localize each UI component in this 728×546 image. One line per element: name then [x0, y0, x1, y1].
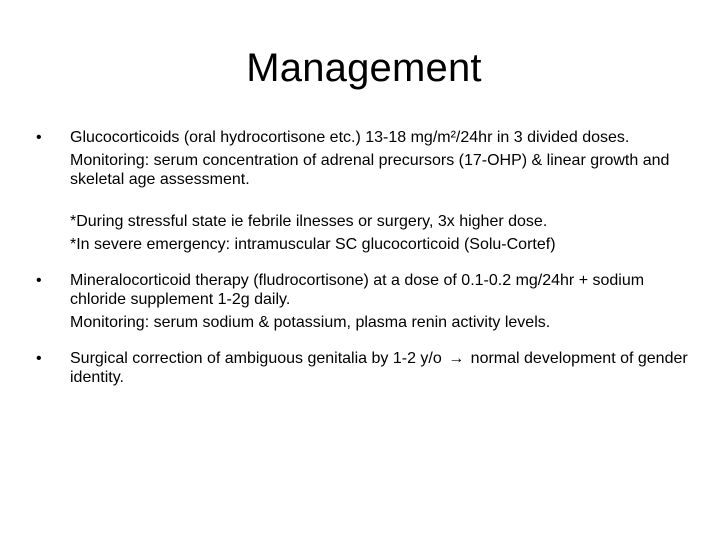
bullet-text-before-arrow: Surgical correction of ambiguous genitalia by 1-2 y/o: [70, 350, 442, 367]
bullet-text: Glucocorticoids (oral hydrocortisone etc.) 13-18 mg/m²/24hr in 3 divided doses.: [70, 129, 630, 146]
bullet-text: Monitoring: serum concentration of adrenal precursors (17-OHP) & linear growth and skeletal age assessment.: [70, 152, 670, 188]
bullet-text-after-arrow: normal development of gender identity.: [70, 350, 688, 386]
bullet-icon: •: [36, 272, 42, 289]
bullet-surgical-correction: [36, 349, 696, 387]
bullet-text: [70, 349, 696, 387]
bullet-glucocorticoids: [36, 128, 696, 254]
bullet-icon: •: [36, 129, 42, 146]
bullet-icon: •: [36, 350, 42, 367]
bullet-mineralocorticoid: [36, 271, 696, 332]
slide-title: Management: [246, 46, 482, 90]
arrow-right-icon: →: [448, 350, 465, 367]
slide-content: [36, 128, 696, 387]
bullet-text: Monitoring: serum sodium & potassium, plasma renin activity levels.: [70, 314, 551, 331]
bullet-note: *In severe emergency: intramuscular SC glucocorticoid (Solu-Cortef): [70, 236, 556, 253]
bullet-text: Mineralocorticoid therapy (fludrocortisone) at a dose of 0.1-0.2 mg/24hr + sodium chloride supplement 1-2g daily.: [70, 272, 645, 308]
bullet-note: *During stressful state ie febrile ilnesses or surgery, 3x higher dose.: [70, 213, 548, 230]
